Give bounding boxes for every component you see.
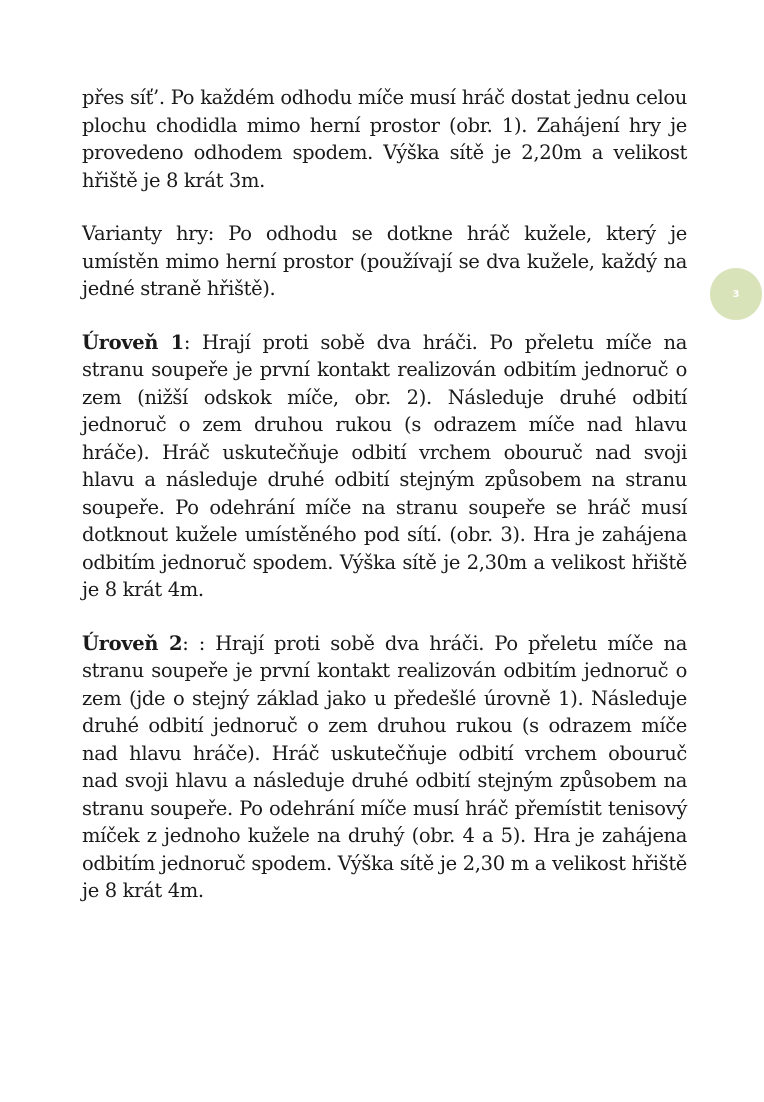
level2-heading: Úroveň 2 bbox=[82, 631, 183, 655]
variants-paragraph: Varianty hry: Po odhodu se dotkne hráč kužele, který je umístěn mimo herní prostor (používají se dva kužele, každý na jedné straně hřiště). bbox=[82, 222, 687, 300]
page-number-badge bbox=[710, 268, 762, 320]
page-number: 3 bbox=[732, 288, 740, 300]
level1-heading: Úroveň 1 bbox=[82, 330, 184, 354]
level1-text: : Hrají proti sobě dva hráči. Po přeletu míče na stranu soupeře je první kontakt realizován odbitím jednoruč o zem (nižší odskok míče, obr. 2). Následuje druhé odbití jednoruč o zem druhou rukou (s odrazem míče nad hlavu hráče). Hráč uskutečňuje odbití vrchem obouruč nad svoji hlavu a následuje druhé odbití stejným způsobem na stranu soupeře. Po odehrání míče na stranu soupeře se hráč musí dotknout kužele umístěného pod sítí. (obr. 3). Hra je zahájena odbitím jednoruč spodem. Výška sítě je 2,30m a velikost hřiště je 8 krát 4m. bbox=[82, 330, 687, 601]
level2-paragraph bbox=[82, 630, 687, 905]
intro-paragraph: přes síť’. Po každém odhodu míče musí hráč dostat jednu celou plochu chodidla mimo herní prostor (obr. 1). Zahájení hry je provedeno odhodem spodem. Výška sítě je 2,20m a velikost hřiště je 8 krát 3m. bbox=[82, 86, 687, 192]
document-body bbox=[82, 84, 687, 931]
level1-paragraph bbox=[82, 329, 687, 604]
level2-text: : : Hrají proti sobě dva hráči. Po přeletu míče na stranu soupeře je první kontakt realizován odbitím jednoruč o zem (jde o stejný základ jako u předešlé úrovně 1). Následuje druhé odbití jednoruč o zem druhou rukou (s odrazem míče nad hlavu hráče). Hráč uskutečňuje odbití vrchem obouruč nad svoji hlavu a následuje druhé odbití stejným způsobem na stranu soupeře. Po odehrání míče musí hráč přemístit tenisový míček z jednoho kužele na druhý (obr. 4 a 5). Hra je zahájena odbitím jednoruč spodem. Výška sítě je 2,30 m a velikost hřiště je 8 krát 4m. bbox=[82, 631, 687, 902]
